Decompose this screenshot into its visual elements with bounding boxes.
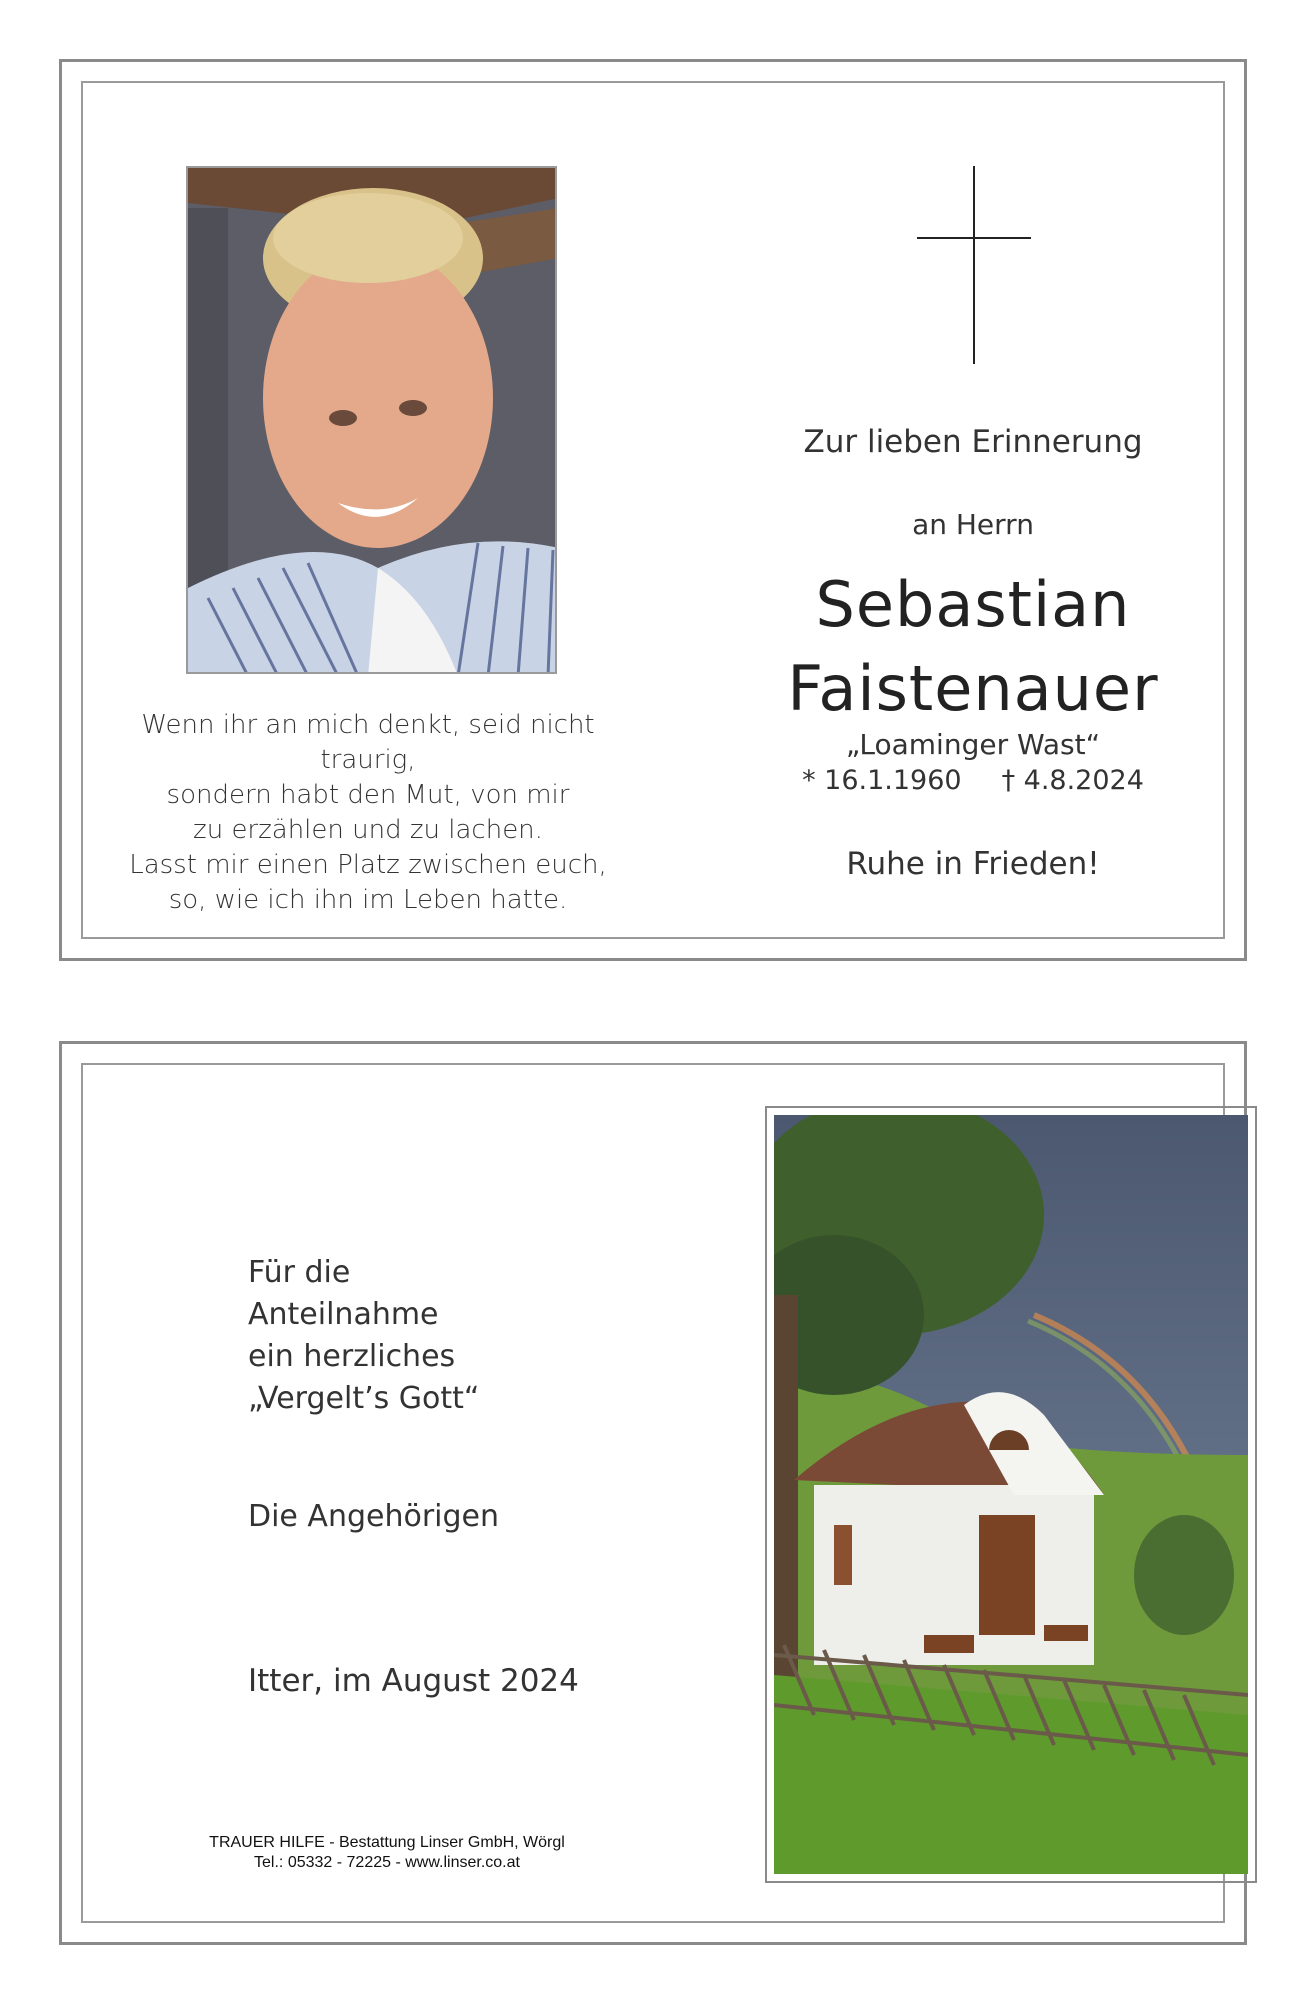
relatives-signature: Die Angehörigen <box>248 1499 500 1534</box>
first-name: Sebastian <box>815 568 1131 641</box>
quote-line: so, wie ich ihn im Leben hatte. <box>168 885 568 915</box>
back-card <box>59 1041 1247 1945</box>
chapel-photo <box>774 1115 1248 1874</box>
quote-line: Lasst mir einen Platz zwischen euch, <box>129 850 607 880</box>
back-card-inner-frame <box>81 1063 1225 1923</box>
thanks-line: „Vergelt’s Gott“ <box>248 1381 480 1416</box>
last-name: Faistenauer <box>787 652 1159 725</box>
thanks-line: Anteilnahme <box>248 1297 439 1332</box>
farewell-text: Ruhe in Frieden! <box>846 846 1100 882</box>
chapel-photo-frame <box>765 1106 1257 1883</box>
life-dates <box>763 765 1183 796</box>
place-date: Itter, im August 2024 <box>248 1663 579 1699</box>
portrait-photo <box>186 166 557 674</box>
front-card-inner-frame <box>81 81 1225 939</box>
quote-line: Wenn ihr an mich denkt, seid nicht traurig, <box>141 710 595 775</box>
memorial-quote <box>103 708 633 918</box>
undertaker-name: TRAUER HILFE - Bestattung Linser GmbH, Wörgl <box>209 1834 565 1851</box>
thanks-text <box>248 1252 479 1420</box>
cross-icon <box>917 166 1031 364</box>
quote-line: sondern habt den Mut, von mir <box>166 780 570 810</box>
thanks-line: Für die <box>248 1255 351 1290</box>
quote-line: zu erzählen und zu lachen. <box>193 815 543 845</box>
undertaker-contact: Tel.: 05332 - 72225 - www.linser.co.at <box>254 1854 520 1871</box>
front-card <box>59 59 1247 961</box>
nickname: „Loaminger Wast“ <box>845 728 1101 761</box>
birth-date: * 16.1.1960 <box>802 765 962 796</box>
death-date: † 4.8.2024 <box>1001 765 1144 796</box>
undertaker-info <box>177 1833 597 1873</box>
thanks-line: ein herzliches <box>248 1339 456 1374</box>
in-memory-heading: Zur lieben Erinnerung <box>803 424 1143 460</box>
salutation: an Herrn <box>912 508 1034 541</box>
